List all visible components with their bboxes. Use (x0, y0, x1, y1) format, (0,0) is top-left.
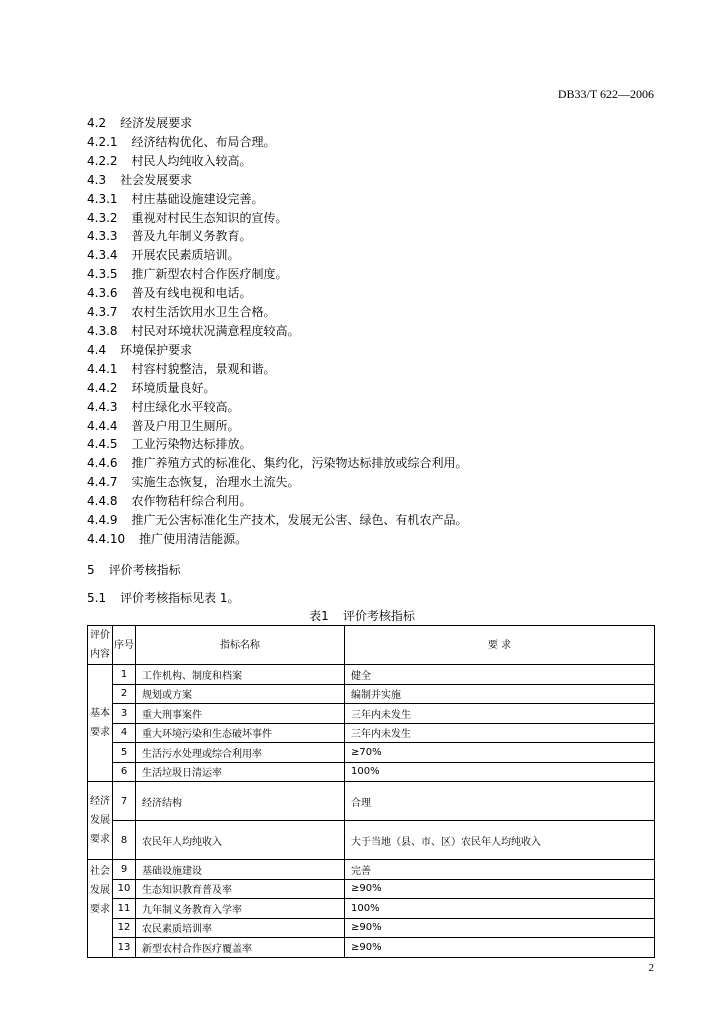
indicator-name: 生活垃圾日清运率 (136, 762, 345, 782)
requirement: 健全 (345, 665, 655, 685)
table-row (88, 782, 655, 821)
category-basic: 基本要求 (88, 665, 113, 782)
clause-list (87, 114, 667, 549)
requirement: ≥90% (345, 938, 655, 958)
table-row (88, 899, 655, 919)
table-header-row (88, 626, 655, 665)
indicator-name: 基础设施建设 (136, 860, 345, 880)
clause-4-3-6: 4.3.6 普及有线电视和电话。 (87, 286, 252, 301)
clause-4-2: 4.2 经济发展要求 (87, 116, 193, 130)
clause-4-3-4: 4.3.4 开展农民素质培训。 (87, 248, 240, 263)
table-row (88, 860, 655, 880)
row-number: 11 (113, 899, 136, 919)
clause-4-3-1: 4.3.1 村庄基础设施建设完善。 (87, 191, 264, 206)
row-number: 2 (113, 684, 136, 704)
clause-4-4-9: 4.4.9 推广无公害标准化生产技术，发展无公害、绿色、有机农产品。 (87, 513, 468, 528)
row-number: 9 (113, 860, 136, 880)
table-row (88, 821, 655, 860)
table-row (88, 684, 655, 704)
clause-4-4-5: 4.4.5 工业污染物达标排放。 (87, 437, 252, 452)
clause-4-4-3: 4.4.3 村庄绿化水平较高。 (87, 399, 240, 414)
table-row (88, 723, 655, 743)
indicator-name: 九年制义务教育入学率 (136, 899, 345, 919)
indicator-name: 重大环境污染和生态破坏事件 (136, 723, 345, 743)
table-row (88, 938, 655, 958)
requirement: 完善 (345, 860, 655, 880)
clause-4-2-2: 4.2.2 村民人均纯收入较高。 (87, 153, 252, 168)
clause-4-2-1: 4.2.1 经济结构优化、布局合理。 (87, 134, 276, 149)
clause-4-4-6: 4.4.6 推广养殖方式的标准化、集约化，污染物达标排放或综合利用。 (87, 456, 468, 471)
clause-4-3-7: 4.3.7 农村生活饮用水卫生合格。 (87, 305, 276, 320)
category-economic: 经济发展要求 (88, 782, 113, 860)
section-5-heading: 5 评价考核指标 (87, 563, 181, 577)
document-code: DB33/T 622—2006 (557, 87, 654, 101)
page-number: 2 (648, 962, 654, 974)
clause-4-3: 4.3 社会发展要求 (87, 172, 193, 187)
requirement: 100% (345, 762, 655, 782)
row-number: 6 (113, 762, 136, 782)
clause-4-4-4: 4.4.4 普及户用卫生厕所。 (87, 418, 240, 433)
clause-4-3-8: 4.3.8 村民对环境状况满意程度较高。 (87, 323, 300, 338)
indicator-name: 重大刑事案件 (136, 704, 345, 724)
table-caption: 表1 评价考核指标 (309, 609, 415, 623)
requirement: 三年内未发生 (345, 723, 655, 743)
indicator-name: 农民年人均纯收入 (136, 821, 345, 860)
evaluation-table (87, 625, 655, 958)
clause-5-1: 5.1 评价考核指标见表 1。 (87, 591, 240, 605)
requirement: 大于当地（县、市、区）农民年人均纯收入 (345, 821, 655, 860)
clause-4-4-8: 4.4.8 农作物秸秆综合利用。 (87, 494, 252, 509)
indicator-name: 生活污水处理或综合利用率 (136, 743, 345, 763)
clause-4-4-10: 4.4.10 推广使用清洁能源。 (87, 531, 248, 546)
requirement: 编制并实施 (345, 684, 655, 704)
row-number: 13 (113, 938, 136, 958)
table-row (88, 704, 655, 724)
requirement: ≥90% (345, 879, 655, 899)
indicator-name: 规划或方案 (136, 684, 345, 704)
row-number: 7 (113, 782, 136, 821)
clause-4-3-2: 4.3.2 重视对村民生态知识的宣传。 (87, 210, 288, 225)
row-number: 8 (113, 821, 136, 860)
table-row (88, 918, 655, 938)
clause-4-3-5: 4.3.5 推广新型农村合作医疗制度。 (87, 267, 288, 282)
table-row (88, 879, 655, 899)
requirement: 100% (345, 899, 655, 919)
table-row (88, 743, 655, 763)
indicator-name: 农民素质培训率 (136, 918, 345, 938)
header-category: 评价内容 (88, 626, 113, 665)
clause-4-4-2: 4.4.2 环境质量良好。 (87, 380, 216, 395)
row-number: 10 (113, 879, 136, 899)
requirement: 三年内未发生 (345, 704, 655, 724)
row-number: 1 (113, 665, 136, 685)
category-social: 社会发展要求 (88, 860, 113, 958)
indicator-name: 经济结构 (136, 782, 345, 821)
row-number: 4 (113, 723, 136, 743)
indicator-name: 新型农村合作医疗覆盖率 (136, 938, 345, 958)
clause-4-3-3: 4.3.3 普及九年制义务教育。 (87, 229, 252, 244)
indicator-name: 工作机构、制度和档案 (136, 665, 345, 685)
table-row (88, 762, 655, 782)
requirement: 合理 (345, 782, 655, 821)
table-row (88, 665, 655, 685)
clause-4-4-1: 4.4.1 村容村貌整洁，景观和谐。 (87, 361, 276, 376)
header-requirement: 要 求 (345, 626, 655, 665)
clause-4-4: 4.4 环境保护要求 (87, 342, 193, 357)
row-number: 3 (113, 704, 136, 724)
header-number: 序号 (113, 626, 136, 665)
clause-4-4-7: 4.4.7 实施生态恢复，治理水土流失。 (87, 475, 300, 490)
header-indicator: 指标名称 (136, 626, 345, 665)
row-number: 12 (113, 918, 136, 938)
indicator-name: 生态知识教育普及率 (136, 879, 345, 899)
requirement: ≥90% (345, 918, 655, 938)
requirement: ≥70% (345, 743, 655, 763)
row-number: 5 (113, 743, 136, 763)
